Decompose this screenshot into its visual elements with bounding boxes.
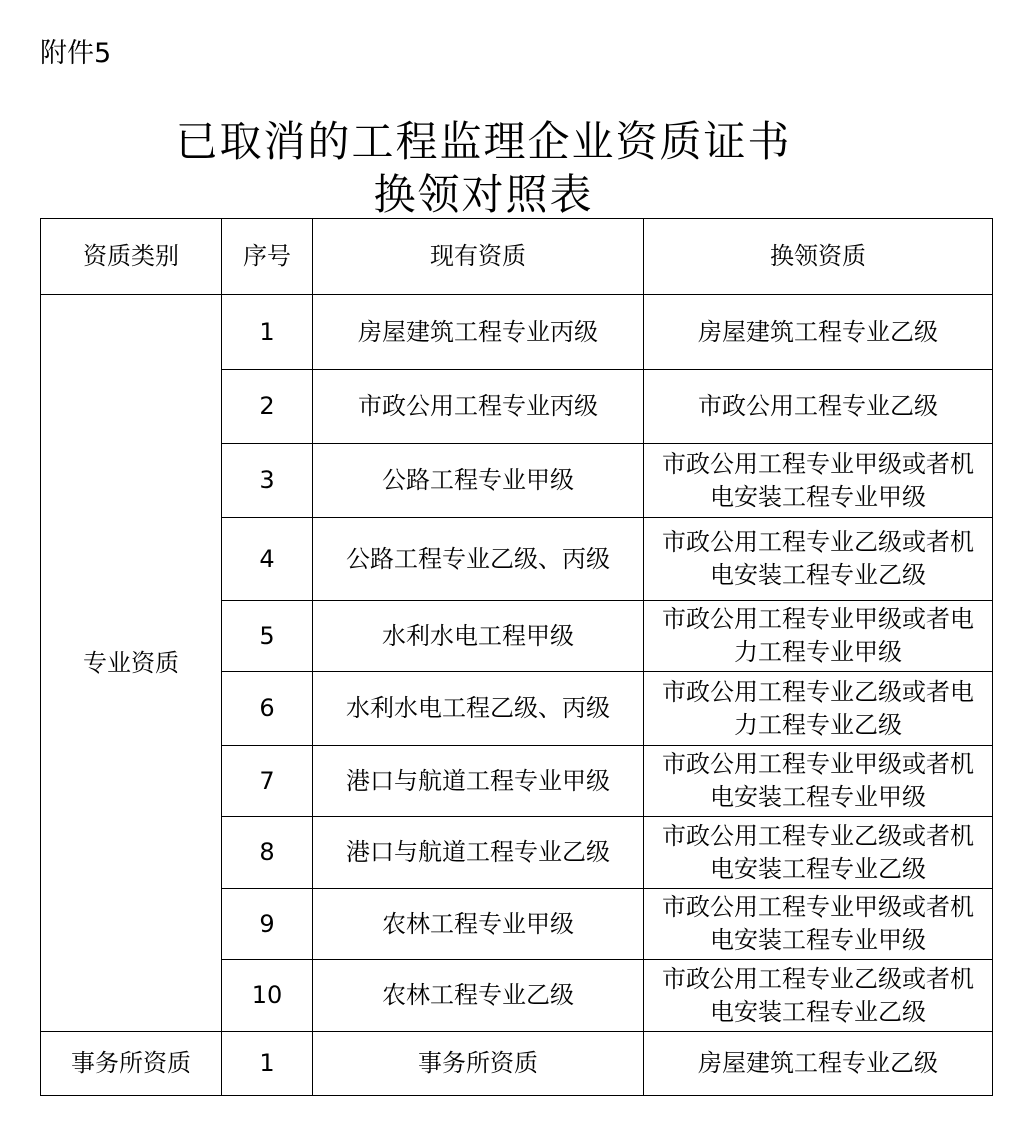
number-cell: 10 [222, 960, 313, 1032]
number-cell: 6 [222, 672, 313, 746]
new-qualification-line: 力工程专业甲级 [734, 638, 902, 666]
new-qualification-cell [644, 518, 993, 601]
new-qualification-line: 房屋建筑工程专业乙级 [698, 317, 938, 346]
current-qualification-cell: 事务所资质 [313, 1032, 644, 1096]
new-qualification-cell [644, 746, 993, 817]
current-qualification-cell: 水利水电工程乙级、丙级 [313, 672, 644, 746]
new-qualification-line: 市政公用工程专业甲级或者机 [662, 750, 974, 778]
current-qualification-cell: 港口与航道工程专业乙级 [313, 817, 644, 889]
current-qualification-cell: 市政公用工程专业丙级 [313, 370, 644, 444]
number-cell: 1 [222, 1032, 313, 1096]
table-body [41, 219, 993, 1096]
new-qualification-line: 电安装工程专业甲级 [710, 482, 926, 511]
number-cell: 3 [222, 444, 313, 518]
header-new: 换领资质 [644, 219, 993, 295]
new-qualification-line: 电安装工程专业甲级 [710, 783, 926, 811]
new-qualification-cell [644, 960, 993, 1032]
new-qualification-line: 电安装工程专业甲级 [710, 926, 926, 954]
current-qualification-cell: 港口与航道工程专业甲级 [313, 746, 644, 817]
header-category: 资质类别 [41, 219, 222, 295]
document-subtitle: 换领对照表 [373, 170, 594, 219]
new-qualification-line: 市政公用工程专业甲级或者电 [662, 605, 974, 633]
new-qualification-line: 市政公用工程专业乙级或者机 [662, 528, 974, 556]
qualification-table [40, 218, 993, 1096]
new-qualification-line: 市政公用工程专业乙级或者机 [662, 964, 974, 993]
current-qualification-cell: 水利水电工程甲级 [313, 601, 644, 672]
number-cell: 5 [222, 601, 313, 672]
new-qualification-cell [644, 370, 993, 444]
document-title: 已取消的工程监理企业资质证书 [175, 117, 792, 166]
new-qualification-cell [644, 817, 993, 889]
category-cell: 专业资质 [41, 295, 222, 1032]
new-qualification-cell [644, 601, 993, 672]
number-cell: 8 [222, 817, 313, 889]
number-cell: 7 [222, 746, 313, 817]
new-qualification-line: 市政公用工程专业甲级或者机 [662, 893, 974, 921]
new-qualification-line: 电安装工程专业乙级 [710, 561, 926, 589]
number-cell: 2 [222, 370, 313, 444]
new-qualification-line: 电安装工程专业乙级 [710, 997, 926, 1026]
current-qualification-cell: 公路工程专业乙级、丙级 [313, 518, 644, 601]
new-qualification-line: 电安装工程专业乙级 [710, 854, 926, 883]
new-qualification-line: 房屋建筑工程专业乙级 [698, 1049, 938, 1077]
current-qualification-cell: 农林工程专业乙级 [313, 960, 644, 1032]
category-cell: 事务所资质 [41, 1032, 222, 1096]
new-qualification-line: 市政公用工程专业乙级或者电 [662, 677, 974, 706]
table-row [41, 1032, 993, 1096]
new-qualification-line: 力工程专业乙级 [734, 710, 902, 739]
number-cell: 4 [222, 518, 313, 601]
new-qualification-line: 市政公用工程专业乙级 [698, 392, 938, 420]
table-row [41, 295, 993, 370]
header-number: 序号 [222, 219, 313, 295]
new-qualification-cell [644, 1032, 993, 1096]
new-qualification-cell [644, 889, 993, 960]
current-qualification-cell: 农林工程专业甲级 [313, 889, 644, 960]
current-qualification-cell: 房屋建筑工程专业丙级 [313, 295, 644, 370]
new-qualification-line: 市政公用工程专业乙级或者机 [662, 821, 974, 850]
number-cell: 9 [222, 889, 313, 960]
header-current: 现有资质 [313, 219, 644, 295]
new-qualification-line: 市政公用工程专业甲级或者机 [662, 449, 974, 478]
attachment-label: 附件5 [40, 38, 112, 69]
current-qualification-cell: 公路工程专业甲级 [313, 444, 644, 518]
number-cell: 1 [222, 295, 313, 370]
header-row [41, 219, 993, 295]
new-qualification-cell [644, 672, 993, 746]
new-qualification-cell [644, 295, 993, 370]
new-qualification-cell [644, 444, 993, 518]
